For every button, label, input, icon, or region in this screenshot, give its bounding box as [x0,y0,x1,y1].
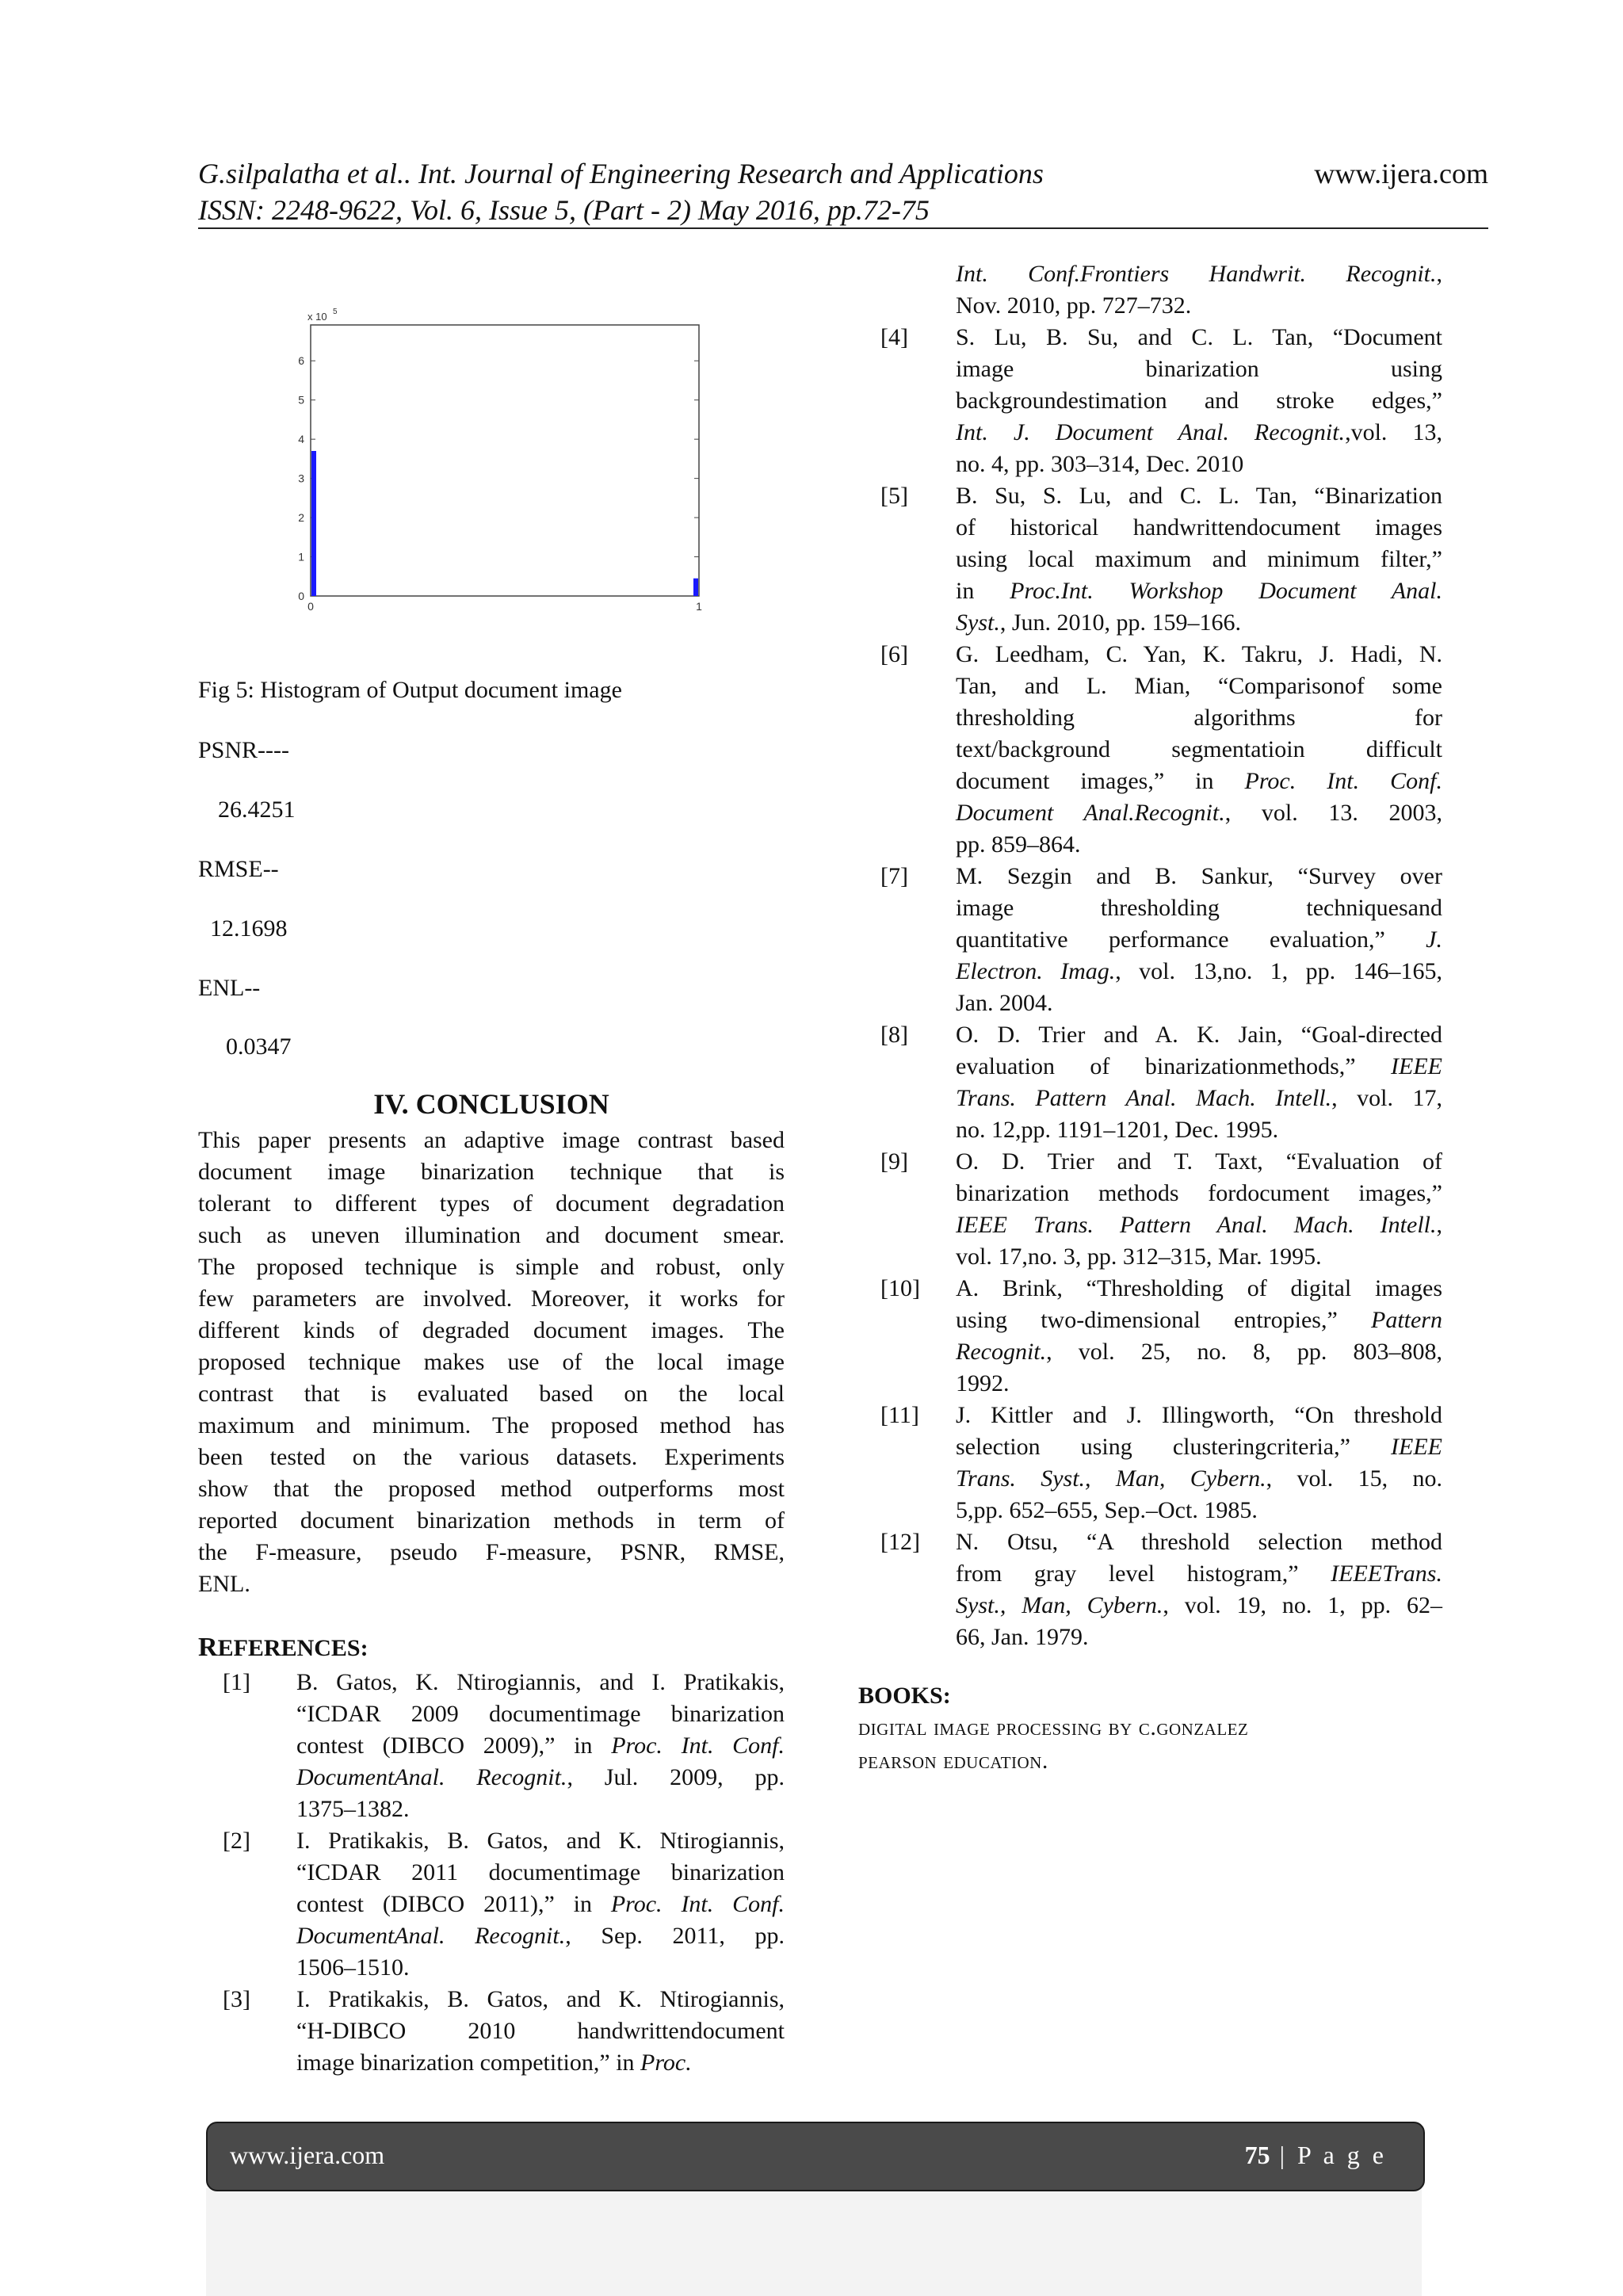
rmse-value: 12.1698 [210,915,288,942]
enl-value: 0.0347 [226,1033,292,1060]
conclusion-line: This paper presents an adaptive image contrast based [198,1127,785,1153]
reference-text [956,1400,1442,1526]
histogram-bar [311,451,316,596]
reference-line: Int. J. Document Anal. Recognit.,vol. 13, [956,419,1442,445]
reference-line: Syst., Man, Cybern., vol. 19, no. 1, pp. 62– [956,1592,1442,1618]
reference-text [296,1984,785,2079]
reference-line: Tan, and L. Mian, “Comparisonof some [956,673,1442,699]
reference-line: Jan. 2004. [956,990,1053,1016]
reference-line: Syst., Jun. 2010, pp. 159–166. [956,609,1242,636]
y-tick-label: 0 [298,590,304,602]
footer-bar [206,2122,1425,2191]
reference-number: [12] [880,1529,920,1555]
reference-line: document images,” in Proc. Int. Conf. [956,768,1442,794]
conclusion-line: tolerant to different types of document degradation [198,1190,785,1217]
reference-line: 5,pp. 652–655, Sep.–Oct. 1985. [956,1497,1258,1523]
conclusion-line: the F-measure, pseudo F-measure, PSNR, RMSE, [198,1539,785,1565]
reference-line: quantitative performance evaluation,” J. [956,926,1442,953]
header-url-link[interactable]: www.ijera.com [1314,158,1488,189]
books-title: BOOKS: [858,1683,951,1709]
reference-text [956,258,1442,322]
y-scale-exponent: 5 [333,308,338,316]
reference-number: [5] [880,483,908,509]
reference-line: A. Brink, “Thresholding of digital images [956,1275,1442,1301]
reference-line: pp. 859–864. [956,831,1081,858]
reference-line: 66, Jan. 1979. [956,1624,1089,1650]
reference-number: [9] [880,1148,908,1175]
reference-text [956,480,1442,639]
reference-line: text/background segmentatioin difficult [956,736,1442,762]
reference-line: evaluation of binarizationmethods,” IEEE [956,1053,1442,1079]
reference-line: from gray level histogram,” IEEETrans. [956,1561,1442,1587]
rmse-label: RMSE-- [198,856,279,882]
reference-line: Trans. Pattern Anal. Mach. Intell., vol. 17, [956,1085,1442,1111]
conclusion-line: such as uneven illumination and document smear. [198,1222,785,1248]
reference-line: I. Pratikakis, B. Gatos, and K. Ntirogiannis, [296,1986,785,2012]
reference-line: in Proc.Int. Workshop Document Anal. [956,578,1442,604]
conclusion-line: show that the proposed method outperforms most [198,1476,785,1502]
reference-line: Int. Conf.Frontiers Handwrit. Recognit., [956,261,1442,287]
reference-text [956,322,1442,480]
psnr-value: 26.4251 [218,797,296,823]
reference-number: [6] [880,641,908,667]
books-line-2: pearson education. [858,1748,1048,1774]
footer-shade [206,2188,1422,2296]
reference-line: Document Anal.Recognit., vol. 13. 2003, [956,800,1442,826]
plot-frame [311,325,699,596]
reference-line: selection using clusteringcriteria,” IEEE [956,1434,1442,1460]
reference-line: backgroundestimation and stroke edges,” [956,388,1442,414]
reference-line: J. Kittler and J. Illingworth, “On threshold [956,1402,1442,1428]
y-tick-label: 6 [298,354,304,368]
page-number: 75 | P a g e [1244,2141,1387,2169]
y-tick-label: 5 [298,393,304,407]
reference-line: Recognit., vol. 25, no. 8, pp. 803–808, [956,1339,1442,1365]
reference-line: DocumentAnal. Recognit., Sep. 2011, pp. [296,1923,785,1949]
enl-label: ENL-- [198,975,261,1001]
reference-text [956,1526,1442,1653]
journal-header: G.silpalatha et al.. Int. Journal of Engineering Research and Applications [198,158,1044,189]
x-tick-label: 0 [307,600,314,613]
issn-header: ISSN: 2248-9622, Vol. 6, Issue 5, (Part - 2) May 2016, pp.72-75 [198,194,930,226]
reference-number: [3] [223,1986,250,2012]
conclusion-line: ENL. [198,1571,250,1597]
reference-text [296,1825,785,1984]
reference-number: [2] [223,1828,250,1854]
reference-line: “ICDAR 2009 documentimage binarization [296,1701,785,1727]
conclusion-body [198,1125,785,1600]
conclusion-line: contrast that is evaluated based on the local [198,1381,785,1407]
x-tick-label: 1 [696,600,702,613]
reference-line: O. D. Trier and T. Taxt, “Evaluation of [956,1148,1442,1175]
reference-line: 1375–1382. [296,1796,410,1822]
reference-line: thresholding algorithms for [956,705,1442,731]
reference-line: I. Pratikakis, B. Gatos, and K. Ntirogiannis, [296,1828,785,1854]
conclusion-title: IV. CONCLUSION [373,1088,609,1120]
conclusion-line: reported document binarization methods in term of [198,1507,785,1534]
reference-text [956,861,1442,1019]
y-tick-label: 2 [298,511,304,525]
reference-line: “H-DIBCO 2010 handwrittendocument [296,2018,785,2044]
reference-line: M. Sezgin and B. Sankur, “Survey over [956,863,1442,889]
y-tick-label: 4 [298,433,304,446]
reference-number: [1] [223,1669,250,1695]
reference-text [956,1019,1442,1146]
reference-line: using local maximum and minimum filter,” [956,546,1442,572]
reference-line: 1992. [956,1370,1010,1396]
reference-line: no. 4, pp. 303–314, Dec. 2010 [956,451,1244,477]
conclusion-line: different kinds of degraded document images. The [198,1317,785,1343]
reference-number: [7] [880,863,908,889]
header-rule [198,227,1488,229]
y-tick-label: 1 [298,550,304,563]
reference-number: [8] [880,1022,908,1048]
reference-line: S. Lu, B. Su, and C. L. Tan, “Document [956,324,1442,350]
reference-line: “ICDAR 2011 documentimage binarization [296,1859,785,1885]
psnr-label: PSNR---- [198,737,290,763]
books-line-1: digital image processing by c.gonzalez [858,1714,1249,1740]
reference-number: [10] [880,1275,920,1301]
reference-line: vol. 17,no. 3, pp. 312–315, Mar. 1995. [956,1244,1322,1270]
reference-line: DocumentAnal. Recognit., Jul. 2009, pp. [296,1764,785,1790]
histogram-bar [693,579,698,596]
reference-line: using two-dimensional entropies,” Pattern [956,1307,1442,1333]
reference-line: image binarization using [956,356,1442,382]
reference-line: G. Leedham, C. Yan, K. Takru, J. Hadi, N. [956,641,1442,667]
reference-line: O. D. Trier and A. K. Jain, “Goal-directed [956,1022,1442,1048]
reference-number: [11] [880,1402,919,1428]
reference-line: B. Gatos, K. Ntirogiannis, and I. Pratikakis, [296,1669,785,1695]
conclusion-line: maximum and minimum. The proposed method has [198,1412,785,1438]
figure-caption: Fig 5: Histogram of Output document image [198,677,622,703]
reference-line: IEEE Trans. Pattern Anal. Mach. Intell., [956,1212,1442,1238]
y-tick-label: 3 [298,472,304,485]
reference-line: Trans. Syst., Man, Cybern., vol. 15, no. [956,1465,1442,1492]
conclusion-line: few parameters are involved. Moreover, it works for [198,1286,785,1312]
conclusion-line: been tested on the various datasets. Experiments [198,1444,785,1470]
conclusion-line: document image binarization technique that is [198,1159,785,1185]
reference-line: binarization methods fordocument images,” [956,1180,1442,1206]
reference-line: Electron. Imag., vol. 13,no. 1, pp. 146–165, [956,958,1442,984]
reference-text [956,639,1442,861]
y-scale-label: x 10 [307,311,327,323]
footer-url-link[interactable]: www.ijera.com [230,2141,385,2169]
reference-line: contest (DIBCO 2011),” in Proc. Int. Conf. [296,1891,785,1917]
reference-number: [4] [880,324,908,350]
reference-line: B. Su, S. Lu, and C. L. Tan, “Binarization [956,483,1442,509]
conclusion-line: The proposed technique is simple and robust, only [198,1254,785,1280]
reference-line: image binarization competition,” in Proc. [296,2050,692,2076]
reference-text [956,1146,1442,1273]
references-title: REFERENCES: [198,1633,369,1662]
conclusion-line: proposed technique makes use of the local image [198,1349,785,1375]
reference-line: 1506–1510. [296,1954,410,1981]
histogram-chart [285,293,713,650]
reference-line: N. Otsu, “A threshold selection method [956,1529,1442,1555]
reference-line: image thresholding techniquesand [956,895,1442,921]
reference-text [296,1667,785,1825]
reference-line: Nov. 2010, pp. 727–732. [956,292,1192,319]
reference-line: contest (DIBCO 2009),” in Proc. Int. Conf. [296,1733,785,1759]
reference-line: of historical handwrittendocument images [956,514,1442,541]
reference-line: no. 12,pp. 1191–1201, Dec. 1995. [956,1117,1279,1143]
reference-text [956,1273,1442,1400]
